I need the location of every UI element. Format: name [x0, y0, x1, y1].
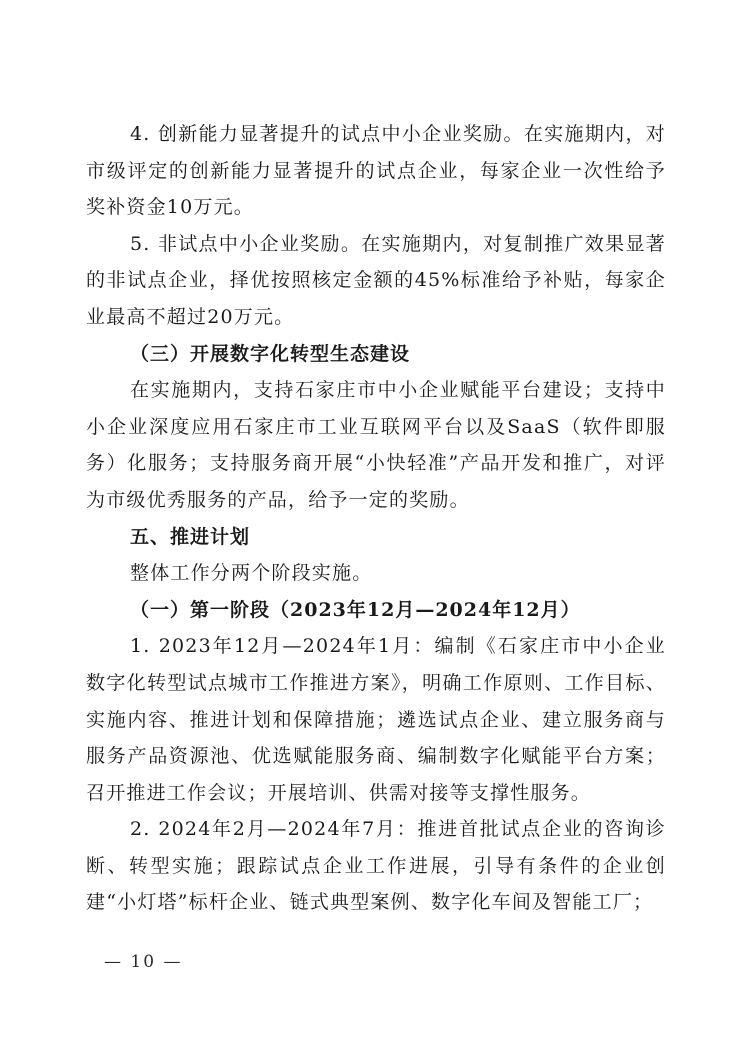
paragraph-innovation-reward: 4. 创新能力显著提升的试点中小企业奖励。在实施期内，对市级评定的创新能力显著提升的试点企业，每家企业一次性给予奖补资金10万元。 [86, 123, 666, 219]
document-body [86, 116, 666, 921]
paragraph-stage-one-item-1: 1. 2023年12月—2024年1月：编制《石家庄市中小企业数字化转型试点城市工作推进方案》，明确工作原则、工作目标、实施内容、推进计划和保障措施；遴选试点企业、建立服务商与服务产品资源池、优选赋能服务商、编制数字化赋能平台方案；召开推进工作会议；开展培训、供需对接等支撑性服务。 [86, 635, 666, 804]
paragraph-stage-one-item-2: 2. 2024年2月—2024年7月：推进首批试点企业的咨询诊断、转型实施；跟踪试点企业工作进展，引导有条件的企业创建“小灯塔”标杆企业、链式典型案例、数字化车间及智能工厂； [86, 818, 666, 914]
paragraph-plan-intro: 整体工作分两个阶段实施。 [130, 562, 373, 585]
section-heading-stage-one: （一）第一阶段（2023年12月—2024年12月） [130, 598, 581, 621]
page-number: — 10 — [104, 952, 183, 972]
paragraph-ecosystem: 在实施期内，支持石家庄市中小企业赋能平台建设；支持中小企业深度应用石家庄市工业互联网平台以及SaaS（软件即服务）化服务；支持服务商开展“小快轻准”产品开发和推广，对评为市级优秀服务的产品，给予一定的奖励。 [86, 379, 666, 511]
paragraph-non-pilot-reward: 5. 非试点中小企业奖励。在实施期内，对复制推广效果显著的非试点企业，择优按照核定金额的45%标准给予补贴，每家企业最高不超过20万元。 [86, 232, 666, 328]
section-heading-plan: 五、推进计划 [130, 525, 251, 548]
section-heading-ecosystem: （三）开展数字化转型生态建设 [130, 342, 411, 365]
